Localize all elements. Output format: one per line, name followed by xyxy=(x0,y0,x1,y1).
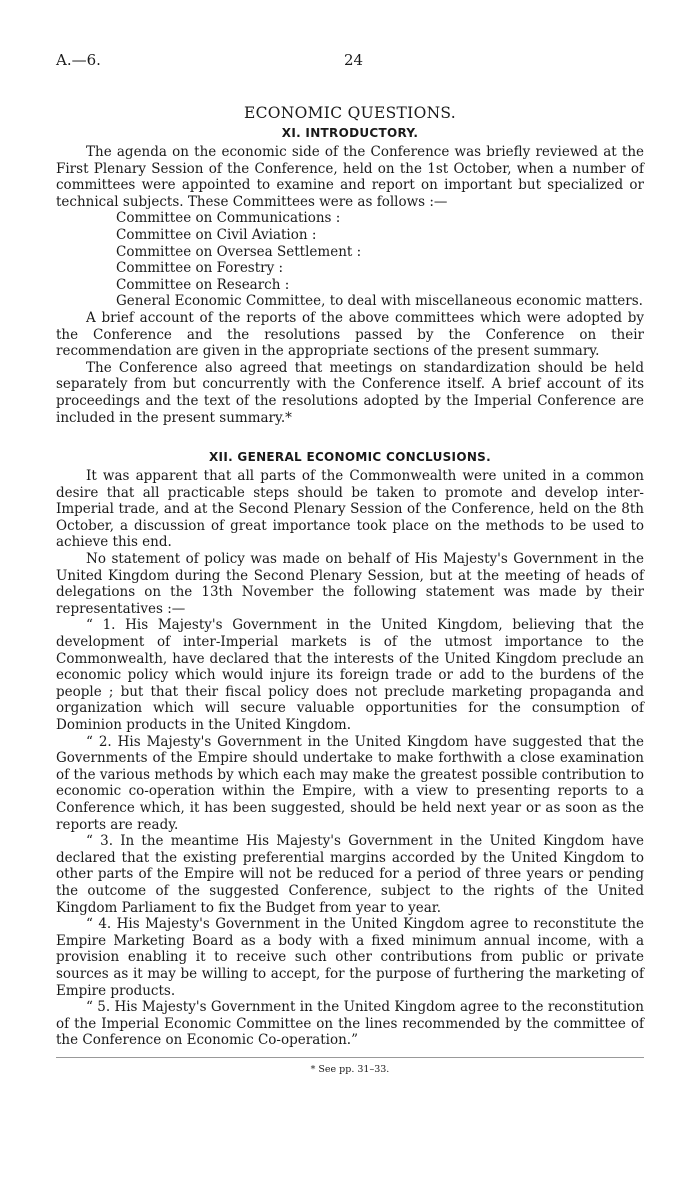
committee-item: Committee on Research : xyxy=(116,276,290,293)
paragraph-statement-of-policy: No statement of policy was made on behalf of His Majesty's Government in the United Kingdom during the Second Plenary Session, but at the meeting of heads of delegations on the 13th November the following statement was made by their representatives :— xyxy=(56,551,644,617)
committee-item: General Economic Committee, to deal with miscellaneous economic matters. xyxy=(116,293,643,310)
page-number: 24 xyxy=(344,51,364,69)
quote-item-1: “ 1. His Majesty's Government in the United Kingdom, believing that the development of inter-Imperial markets is of the utmost importance to the Commonwealth, have declared that the interests of the United Kingdom preclude an economic policy which would injure its foreign trade or add to the burdens of the people ; but that their fiscal policy does not preclude marketing propaganda and organization which will secure valuable opportunities for the consumption of Dominion products in the United Kingdom. xyxy=(56,617,644,733)
committee-item: Committee on Civil Aviation : xyxy=(116,226,317,243)
committee-item: Committee on Communications : xyxy=(116,210,341,227)
paragraph-committee-reports: A brief account of the reports of the above committees which were adopted by the Conference and the resolutions passed by the Conference on their recommendation are given in the appropriate sections of the present summary. xyxy=(56,309,644,360)
paragraph-intro: The agenda on the economic side of the Conference was briefly reviewed at the First Plenary Session of the Conference, held on the 1st October, when a number of committees were appointed to examine and report on important but specialized or technical subjects. These Committees were as follows :— xyxy=(56,144,644,210)
footnote: * See pp. 31–33. xyxy=(310,1063,390,1075)
page-title: ECONOMIC QUESTIONS. xyxy=(243,104,457,122)
committee-item: Committee on Forestry : xyxy=(116,260,284,277)
document-page xyxy=(56,0,644,1075)
committee-list xyxy=(56,210,644,310)
section-heading-introductory: XI. INTRODUCTORY. xyxy=(281,126,419,140)
quote-item-4: “ 4. His Majesty's Government in the United Kingdom agree to reconstitute the Empire Marketing Board as a body with a fixed minimum annual income, with a provision enabling it to receive such other contributions from public or private sources as it may be willing to accept, for the purpose of furthering the marketing of Empire products. xyxy=(56,916,644,999)
document-reference: A.—6. xyxy=(56,51,101,69)
quote-item-3: “ 3. In the meantime His Majesty's Government in the United Kingdom have declared that the existing preferential margins accorded by the United Kingdom to other parts of the Empire will not be reduced for a period of three years or pending the outcome of the suggested Conference, subject to the rights of the United Kingdom Parliament to fix the Budget from year to year. xyxy=(56,833,644,916)
page-header xyxy=(56,0,644,70)
quote-item-2: “ 2. His Majesty's Government in the United Kingdom have suggested that the Governments of the Empire should undertake to make forthwith a close examination of the various methods by which each may make the greatest possible contribution to economic co-operation within the Empire, with a view to presenting reports to a Conference which, it has been suggested, should be held next year or as soon as the reports are ready. xyxy=(56,733,644,833)
committee-item: Committee on Oversea Settlement : xyxy=(116,243,362,260)
paragraph-commonwealth: It was apparent that all parts of the Commonwealth were united in a common desire that all practicable steps should be taken to promote and develop inter-Imperial trade, and at the Second Plenary Session of the Conference, held on the 8th October, a discussion of great importance took place on the methods to be used to achieve this end. xyxy=(56,468,644,551)
paragraph-standardization: The Conference also agreed that meetings on standardization should be held separately from but concurrently with the Conference itself. A brief account of its proceedings and the text of the resolutions adopted by the Imperial Conference are included in the present summary.* xyxy=(56,359,644,426)
section-heading-general-economic: XII. GENERAL ECONOMIC CONCLUSIONS. xyxy=(209,450,491,465)
footnote-rule xyxy=(56,1057,644,1058)
quote-item-5: “ 5. His Majesty's Government in the United Kingdom agree to the reconstitution of the Imperial Economic Committee on the lines recommended by the committee of the Conference on Economic Co-operation.” xyxy=(56,999,644,1049)
